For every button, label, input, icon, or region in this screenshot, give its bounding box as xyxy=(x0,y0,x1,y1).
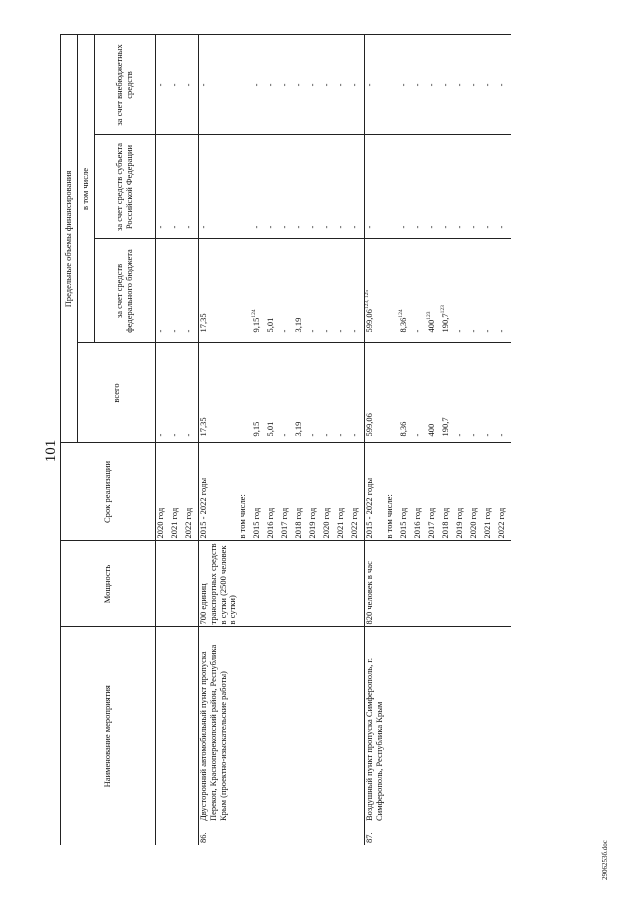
row-period: 2020 год xyxy=(469,443,483,541)
row-total: 3,19 xyxy=(294,343,308,443)
row-extra: - xyxy=(184,35,199,135)
row-total: - xyxy=(308,343,322,443)
row-name xyxy=(308,627,322,823)
col-header-period: Срок реализации xyxy=(61,443,156,541)
row-regional: - xyxy=(184,135,199,239)
row-federal xyxy=(238,239,252,343)
row-total: - xyxy=(483,343,497,443)
row-total: - xyxy=(336,343,350,443)
row-number xyxy=(308,823,322,845)
row-name xyxy=(170,627,184,823)
table-row xyxy=(199,35,239,845)
row-regional: - xyxy=(280,135,294,239)
row-capacity xyxy=(294,541,308,627)
row-name: Двусторонний автомобильный пункт пропуска Перекоп, Красноперекопский район, Республика Крым (проектно-изыскательские работы) xyxy=(199,627,239,823)
row-extra: - xyxy=(413,35,427,135)
row-number xyxy=(184,823,199,845)
financing-table xyxy=(60,34,511,845)
table-row xyxy=(308,35,322,845)
row-period: 2022 год xyxy=(350,443,365,541)
row-extra: - xyxy=(156,35,171,135)
row-name xyxy=(322,627,336,823)
row-capacity xyxy=(322,541,336,627)
table-row xyxy=(156,35,171,845)
row-extra: - xyxy=(170,35,184,135)
row-regional: - xyxy=(252,135,266,239)
row-extra: - xyxy=(336,35,350,135)
row-extra: - xyxy=(427,35,441,135)
row-number xyxy=(413,823,427,845)
row-total: 17,35 xyxy=(199,343,239,443)
row-extra: - xyxy=(294,35,308,135)
row-period: в том числе: xyxy=(385,443,399,541)
row-number xyxy=(170,823,184,845)
table-row xyxy=(252,35,266,845)
row-federal: - xyxy=(455,239,469,343)
row-name xyxy=(294,627,308,823)
row-period: 2019 год xyxy=(455,443,469,541)
row-number xyxy=(441,823,455,845)
row-number xyxy=(385,823,399,845)
row-capacity xyxy=(280,541,294,627)
row-capacity xyxy=(336,541,350,627)
row-period: в том числе: xyxy=(238,443,252,541)
row-name xyxy=(497,627,511,823)
col-header-regional: за счет средств субъекта Российской Федерации xyxy=(95,135,156,239)
row-federal: - xyxy=(184,239,199,343)
row-regional: - xyxy=(365,135,385,239)
row-number xyxy=(266,823,280,845)
table-body xyxy=(156,35,511,845)
row-period: 2016 год xyxy=(266,443,280,541)
row-extra: - xyxy=(455,35,469,135)
row-capacity xyxy=(238,541,252,627)
row-federal: 190,7$^{123}$ xyxy=(441,239,455,343)
row-regional xyxy=(385,135,399,239)
row-name xyxy=(266,627,280,823)
row-period: 2018 год xyxy=(294,443,308,541)
row-capacity xyxy=(170,541,184,627)
table-row xyxy=(413,35,427,845)
row-name xyxy=(399,627,413,823)
row-capacity xyxy=(266,541,280,627)
table-row xyxy=(266,35,280,845)
row-regional: - xyxy=(308,135,322,239)
row-period: 2021 год xyxy=(483,443,497,541)
row-number xyxy=(280,823,294,845)
row-period: 2015 год xyxy=(399,443,413,541)
row-total: - xyxy=(469,343,483,443)
row-extra: - xyxy=(497,35,511,135)
col-header-federal: за счет средств федерального бюджета xyxy=(95,239,156,343)
row-name xyxy=(441,627,455,823)
table-row xyxy=(483,35,497,845)
row-period: 2017 год xyxy=(280,443,294,541)
row-capacity: 700 единиц транспортных средств в сутки (2500 человек в сутки) xyxy=(199,541,239,627)
row-total: - xyxy=(322,343,336,443)
col-header-capacity: Мощность xyxy=(61,541,156,627)
table-row xyxy=(399,35,413,845)
row-number xyxy=(350,823,365,845)
row-name xyxy=(184,627,199,823)
row-federal: 17,35 xyxy=(199,239,239,343)
row-federal: - xyxy=(350,239,365,343)
row-name xyxy=(483,627,497,823)
row-federal: - xyxy=(497,239,511,343)
row-extra xyxy=(238,35,252,135)
row-federal: 8,36$^{124}$ xyxy=(399,239,413,343)
row-number xyxy=(238,823,252,845)
row-regional: - xyxy=(455,135,469,239)
row-number xyxy=(156,823,171,845)
row-total: 8,36 xyxy=(399,343,413,443)
col-header-limits: Предельные объемы финансирования xyxy=(61,35,78,443)
table-row xyxy=(441,35,455,845)
row-name xyxy=(156,627,171,823)
row-name xyxy=(252,627,266,823)
row-extra: - xyxy=(365,35,385,135)
row-period: 2020 год xyxy=(322,443,336,541)
row-number xyxy=(294,823,308,845)
col-header-name: Наименование мероприятия xyxy=(61,627,156,845)
row-number xyxy=(336,823,350,845)
row-total: - xyxy=(413,343,427,443)
col-header-including: в том числе xyxy=(78,35,95,343)
row-capacity xyxy=(483,541,497,627)
row-capacity xyxy=(350,541,365,627)
row-capacity xyxy=(497,541,511,627)
row-federal: - xyxy=(483,239,497,343)
row-extra: - xyxy=(199,35,239,135)
row-period: 2022 год xyxy=(184,443,199,541)
row-federal: - xyxy=(413,239,427,343)
footnote-ref: 123, 125 xyxy=(364,289,371,310)
row-regional: - xyxy=(199,135,239,239)
row-federal xyxy=(385,239,399,343)
row-total: - xyxy=(497,343,511,443)
row-total: 190,7 xyxy=(441,343,455,443)
row-capacity xyxy=(156,541,171,627)
table-row xyxy=(350,35,365,845)
row-capacity xyxy=(385,541,399,627)
table-row xyxy=(365,35,385,845)
table-row xyxy=(455,35,469,845)
row-capacity xyxy=(441,541,455,627)
row-name: Воздушный пункт пропуска Симферополь, г. Симферополь, Республика Крым xyxy=(365,627,385,823)
table-row xyxy=(469,35,483,845)
row-federal: - xyxy=(280,239,294,343)
rotated-table-container xyxy=(60,35,540,845)
row-name xyxy=(336,627,350,823)
row-capacity xyxy=(252,541,266,627)
row-regional: - xyxy=(497,135,511,239)
row-total: - xyxy=(350,343,365,443)
table-row xyxy=(497,35,511,845)
page-number: 101 xyxy=(43,439,59,463)
row-regional: - xyxy=(413,135,427,239)
row-federal: 599,06$^{123, 125}$ xyxy=(365,239,385,343)
row-name xyxy=(385,627,399,823)
table-row xyxy=(322,35,336,845)
row-total: - xyxy=(156,343,171,443)
row-period: 2015 - 2022 годы xyxy=(365,443,385,541)
row-regional: - xyxy=(294,135,308,239)
row-number xyxy=(322,823,336,845)
row-regional: - xyxy=(156,135,171,239)
row-period: 2017 год xyxy=(427,443,441,541)
row-extra: - xyxy=(322,35,336,135)
row-regional: - xyxy=(336,135,350,239)
row-name xyxy=(427,627,441,823)
row-regional: - xyxy=(322,135,336,239)
row-period: 2016 год xyxy=(413,443,427,541)
row-capacity xyxy=(413,541,427,627)
row-total: - xyxy=(184,343,199,443)
table-row xyxy=(170,35,184,845)
footnote-ref: 123 xyxy=(439,305,446,314)
row-period: 2022 год xyxy=(497,443,511,541)
row-name xyxy=(469,627,483,823)
table-row xyxy=(238,35,252,845)
row-total: - xyxy=(170,343,184,443)
row-number xyxy=(252,823,266,845)
row-federal: 5,01 xyxy=(266,239,280,343)
row-period: 2021 год xyxy=(170,443,184,541)
row-capacity xyxy=(427,541,441,627)
row-capacity xyxy=(455,541,469,627)
table-row xyxy=(184,35,199,845)
row-total: 9,15 xyxy=(252,343,266,443)
table-row xyxy=(294,35,308,845)
footnote-ref: 124 xyxy=(251,309,258,318)
row-period: 2015 - 2022 годы xyxy=(199,443,239,541)
row-name xyxy=(238,627,252,823)
row-capacity: 820 человек в час xyxy=(365,541,385,627)
row-federal: 9,15$^{124}$ xyxy=(252,239,266,343)
row-name xyxy=(350,627,365,823)
row-extra: - xyxy=(280,35,294,135)
row-regional: - xyxy=(170,135,184,239)
row-total xyxy=(385,343,399,443)
row-capacity xyxy=(469,541,483,627)
row-federal: - xyxy=(156,239,171,343)
row-extra: - xyxy=(483,35,497,135)
row-regional: - xyxy=(350,135,365,239)
col-header-total: всего xyxy=(78,343,156,443)
row-number xyxy=(427,823,441,845)
row-extra: - xyxy=(399,35,413,135)
row-period: 2021 год xyxy=(336,443,350,541)
footnote-ref: 124 xyxy=(397,309,404,318)
row-federal: - xyxy=(170,239,184,343)
row-name xyxy=(280,627,294,823)
row-number: 87. xyxy=(365,823,385,845)
row-regional: - xyxy=(441,135,455,239)
row-extra: - xyxy=(350,35,365,135)
table-row xyxy=(336,35,350,845)
row-federal: - xyxy=(336,239,350,343)
row-period: 2019 год xyxy=(308,443,322,541)
row-number xyxy=(483,823,497,845)
row-total: 5,01 xyxy=(266,343,280,443)
row-number xyxy=(399,823,413,845)
row-capacity xyxy=(308,541,322,627)
table-row xyxy=(385,35,399,845)
row-regional: - xyxy=(427,135,441,239)
row-regional: - xyxy=(399,135,413,239)
table-row xyxy=(280,35,294,845)
row-federal: $400^{123}$ xyxy=(427,239,441,343)
footnote-ref: 123 xyxy=(425,311,432,320)
row-regional: - xyxy=(469,135,483,239)
row-extra: - xyxy=(441,35,455,135)
row-regional: - xyxy=(483,135,497,239)
row-total: - xyxy=(280,343,294,443)
row-total: 599,06 xyxy=(365,343,385,443)
row-extra: - xyxy=(266,35,280,135)
row-name xyxy=(455,627,469,823)
row-number xyxy=(469,823,483,845)
row-extra: - xyxy=(469,35,483,135)
col-header-extra: за счет внебюджетных средств xyxy=(95,35,156,135)
row-number xyxy=(497,823,511,845)
row-total xyxy=(238,343,252,443)
row-extra: - xyxy=(252,35,266,135)
row-total: 400 xyxy=(427,343,441,443)
table-row xyxy=(427,35,441,845)
row-total: - xyxy=(455,343,469,443)
row-regional: - xyxy=(266,135,280,239)
row-period: 2020 год xyxy=(156,443,171,541)
row-federal: - xyxy=(308,239,322,343)
row-name xyxy=(413,627,427,823)
row-federal: - xyxy=(322,239,336,343)
row-capacity xyxy=(399,541,413,627)
row-period: 2015 год xyxy=(252,443,266,541)
row-number xyxy=(455,823,469,845)
row-period: 2018 год xyxy=(441,443,455,541)
row-regional xyxy=(238,135,252,239)
row-number: 86. xyxy=(199,823,239,845)
row-extra xyxy=(385,35,399,135)
row-federal: 3,19 xyxy=(294,239,308,343)
row-extra: - xyxy=(308,35,322,135)
footer-filename: 2906253б.doc xyxy=(601,840,609,880)
row-capacity xyxy=(184,541,199,627)
row-federal: - xyxy=(469,239,483,343)
